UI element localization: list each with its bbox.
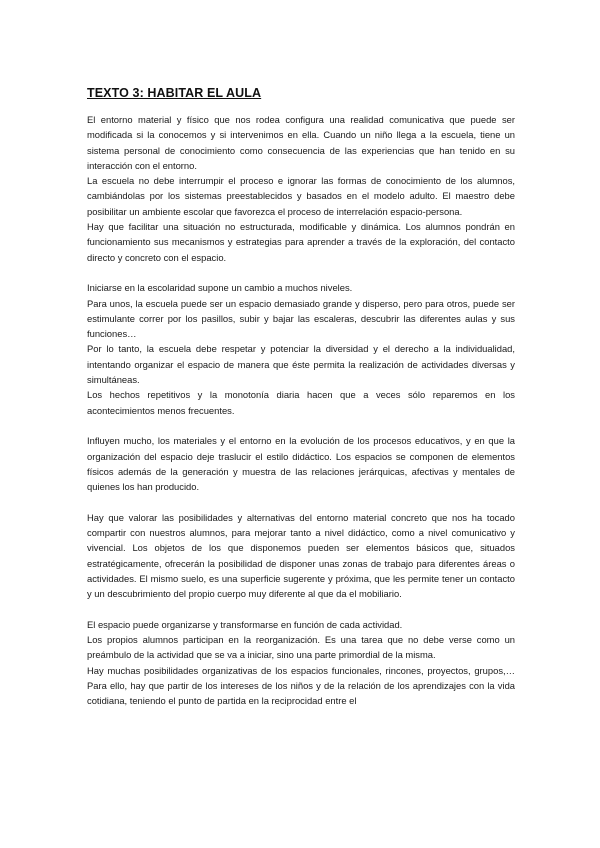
document-body	[87, 112, 515, 709]
paragraph: Por lo tanto, la escuela debe respetar y potenciar la diversidad y el derecho a la individualidad, intentando organizar el espacio de manera que éste permita la realización de actividades diversas y simultáneas.	[87, 343, 515, 386]
document-title: TEXTO 3: HABITAR EL AULA	[87, 86, 262, 100]
paragraph: Los hechos repetitivos y la monotonía diaria hacen que a veces sólo reparemos en los acontecimientos menos frecuentes.	[87, 389, 515, 416]
paragraph: Influyen mucho, los materiales y el entorno en la evolución de los procesos educativos, y en que la organización del espacio deje traslucir el estilo didáctico. Los espacios se componen de elementos físicos además de la generación y muestra de las relaciones jerárquicas, afectivas y mentales de quienes los han producido.	[87, 435, 515, 493]
paragraph-spacer	[87, 494, 515, 509]
paragraph-spacer	[87, 418, 515, 433]
paragraph: Hay muchas posibilidades organizativas de los espacios funcionales, rincones, proyectos, grupos,… Para ello, hay que partir de los intereses de los niños y de la relación de los aprendizajes con la vida cotidiana, teniendo el punto de partida en la reciprocidad entre el	[87, 664, 515, 707]
paragraph: El espacio puede organizarse y transformarse en función de cada actividad.	[87, 618, 403, 630]
paragraph: Iniciarse en la escolaridad supone un cambio a muchos niveles.	[87, 282, 353, 294]
paragraph: Hay que valorar las posibilidades y alternativas del entorno material concreto que nos ha tocado compartir con nuestros alumnos, para mejorar tanto a nivel didáctico, como a nivel comunicativo y vivencial. Los objetos de los que disponemos pueden ser elementos básicos que, situados estratégicamente, ofrecerán la posibilidad de disponer unas zonas de trabajo para diferentes áreas o actividades. El mismo suelo, es una superficie sugerente y próxima, que les permite tener un contacto y un descubrimiento del propio cuerpo muy diferente al que da el mobiliario.	[87, 511, 515, 600]
paragraph: La escuela no debe interrumpir el proceso e ignorar las formas de conocimiento de los alumnos, cambiándolas por los sistemas preestablecidos y basados en el modelo adulto. El maestro debe posibilitar un ambiente escolar que favorezca el proceso de interrelación espacio-persona.	[87, 175, 515, 217]
paragraph: Hay que facilitar una situación no estructurada, modificable y dinámica. Los alumnos pondrán en funcionamiento sus mecanismos y estrategias para aprender a través de la exploración, del contacto directo y concreto con el espacio.	[87, 221, 515, 263]
paragraph: Los propios alumnos participan en la reorganización. Es una tarea que no debe verse como un preámbulo de la actividad que se va a iniciar, sino una parte primordial de la misma.	[87, 634, 515, 661]
paragraph: El entorno material y físico que nos rodea configura una realidad comunicativa que puede ser modificada si la conocemos y si intervenimos en ella. Cuando un niño llega a la escuela, tiene un sistema personal de conocimiento como consecuencia de las experiencias que han tenido en su interacción con el entorno.	[87, 114, 515, 171]
paragraph: Para unos, la escuela puede ser un espacio demasiado grande y disperso, pero para otros, puede ser estimulante correr por los pasillos, subir y bajar las escaleras, descubrir las diferentes aulas y sus funciones…	[87, 297, 515, 340]
paragraph-spacer	[87, 265, 515, 280]
paragraph-spacer	[87, 602, 515, 617]
